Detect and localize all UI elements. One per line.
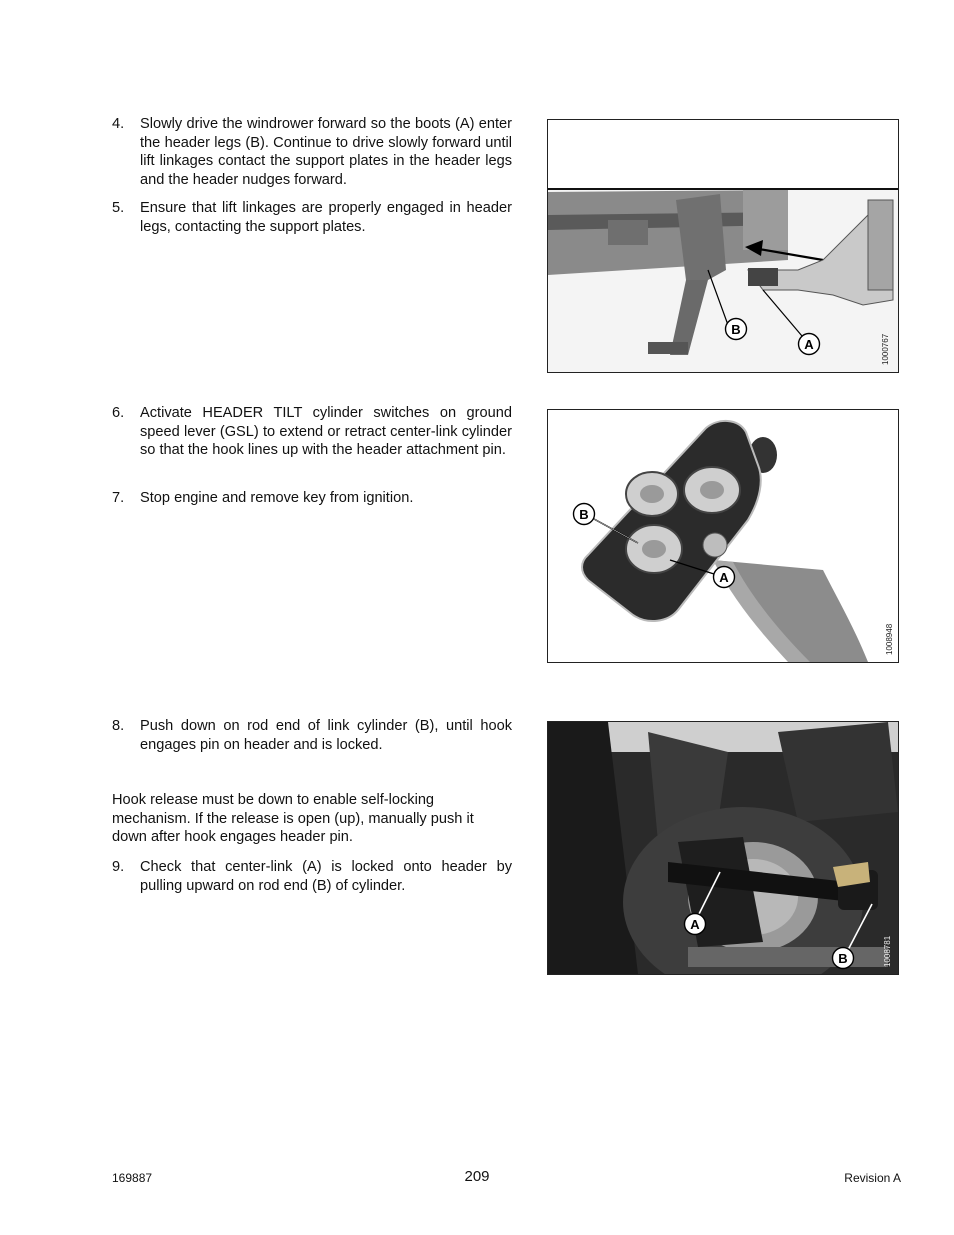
step-number: 7. [112,490,125,506]
figure-center-link-illustration [548,722,898,974]
figure-ground-speed-lever [547,409,899,663]
footer-revision: Revision A [844,1171,901,1185]
step-number: 4. [112,116,125,132]
step-number: 5. [112,200,125,216]
figure-center-link [547,721,899,975]
callout-a-label: A [719,570,729,585]
step-number: 9. [112,859,125,875]
step-8 [112,717,512,754]
step-text: Slowly drive the windrower forward so the boots (A) enter the header legs (B). Continue to drive slowly forward until lift linkages contact the support plates in the header legs and the header nudges forward. [140,116,512,188]
footer-doc-number: 169887 [112,1171,153,1185]
step-text: Push down on rod end of link cylinder (B), until hook engages pin on header and is locked. [140,718,512,753]
figure-header-legs-illustration [548,120,898,372]
figure-gsl-illustration [548,410,898,662]
figure-id: 1008948 [885,623,894,655]
step-4 [112,115,512,189]
figure-id: 1008781 [883,935,892,967]
callout-b-label: B [731,322,741,337]
figure-header-legs [547,119,899,373]
step-5 [112,199,512,236]
step-7 [112,489,512,508]
step-text: Stop engine and remove key from ignition. [140,490,414,506]
step-text: Check that center-link (A) is locked onto header by pulling upward on rod end (B) of cylinder. [140,859,512,894]
callout-b-label: B [579,507,589,522]
step-text: Ensure that lift linkages are properly engaged in header legs, contacting the support plates. [140,200,512,235]
step-6 [112,404,512,460]
callout-a-label: A [690,917,700,932]
page-number: 209 [464,1168,490,1185]
step-9 [112,858,512,895]
step-number: 6. [112,405,125,421]
callout-b-label: B [838,951,848,966]
figure-id: 1000767 [881,333,890,365]
note-text: Hook release must be down to enable self-locking mechanism. If the release is open (up), manually push it down after hook engages header pin. [112,792,474,846]
step-number: 8. [112,718,125,734]
step-text: Activate HEADER TILT cylinder switches on ground speed lever (GSL) to extend or retract center-link cylinder so that the hook lines up with the header attachment pin. [140,405,512,459]
callout-a-label: A [804,337,814,352]
